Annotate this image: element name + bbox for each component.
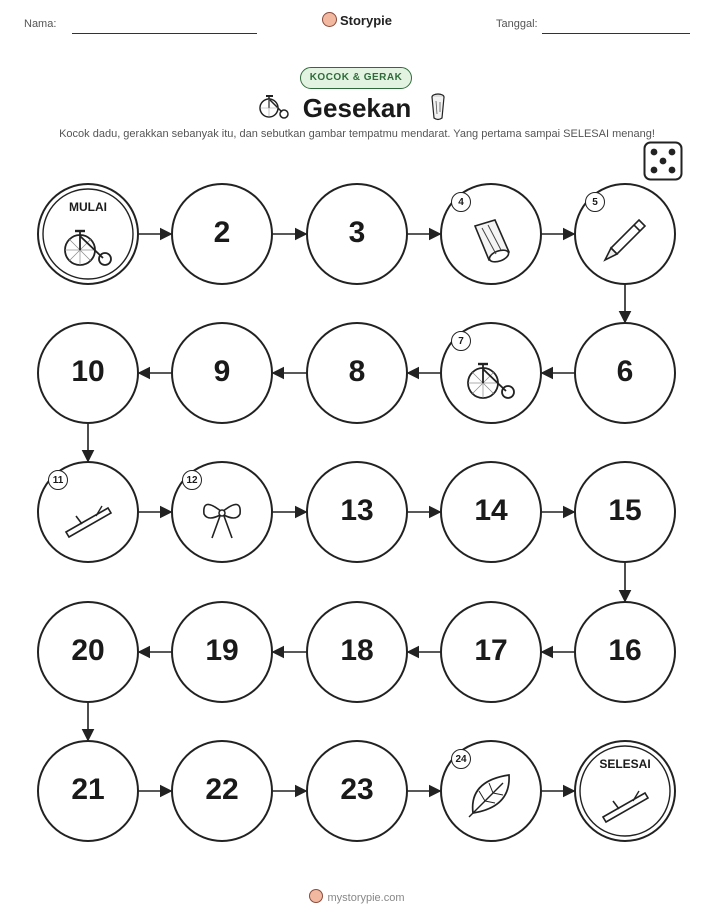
date-label: Tanggal: xyxy=(496,18,538,30)
space-number: 21 xyxy=(71,773,105,806)
space-number-badge: 24 xyxy=(451,749,471,769)
footer-url: mystorypie.com xyxy=(327,892,405,904)
page-title: Gesekan xyxy=(302,93,412,123)
category-badge: KOCOK & GERAK xyxy=(300,67,412,89)
space-number: 10 xyxy=(71,355,105,388)
name-label: Nama: xyxy=(24,18,57,30)
finish-space xyxy=(575,741,675,841)
space-number-badge: 12 xyxy=(182,470,202,490)
start-label: MULAI xyxy=(69,200,107,214)
footer xyxy=(0,889,714,904)
space-number: 14 xyxy=(474,494,508,527)
space-number: 6 xyxy=(616,355,634,388)
space-number-badge: 7 xyxy=(451,331,471,351)
space-number: 16 xyxy=(608,634,642,667)
start-space xyxy=(38,184,138,284)
space-number: 22 xyxy=(205,773,239,806)
space-number: 8 xyxy=(348,355,366,388)
space-number-badge: 11 xyxy=(48,470,68,490)
brand-name: Storypie xyxy=(339,13,392,28)
space-number: 2 xyxy=(213,216,231,249)
mascot-icon xyxy=(309,889,323,903)
space-number: 15 xyxy=(608,494,642,527)
space-number: 20 xyxy=(71,634,105,667)
space-number-badge: 5 xyxy=(585,192,605,212)
space-number-badge: 4 xyxy=(451,192,471,212)
space-number: 19 xyxy=(205,634,239,667)
finish-label: SELESAI xyxy=(599,757,651,771)
space-number: 18 xyxy=(340,634,374,667)
space-number: 9 xyxy=(213,355,231,388)
space-number: 23 xyxy=(340,773,374,806)
space-number: 3 xyxy=(348,216,366,249)
space-number: 13 xyxy=(340,494,374,527)
instructions: Kocok dadu, gerakkan sebanyak itu, dan sebutkan gambar tempatmu mendarat. Yang pertama sampai SELESAI menang! xyxy=(59,128,655,140)
space-number: 17 xyxy=(474,634,508,667)
